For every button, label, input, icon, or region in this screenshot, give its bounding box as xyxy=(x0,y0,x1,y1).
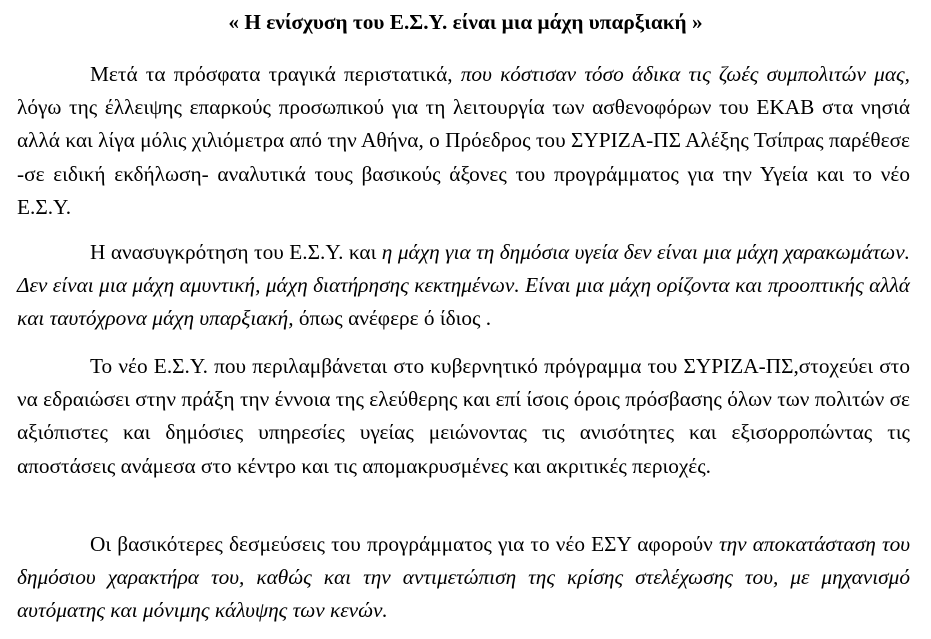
paragraph-1-text-a: Μετά τα πρόσφατα τραγικά περιστατικά, xyxy=(90,62,461,86)
paragraph-3-text: Το νέο Ε.Σ.Υ. που περιλαμβάνεται στο κυβερνητικό πρόγραμμα του ΣΥΡΙΖΑ-ΠΣ,στοχεύει στο να εδραιώσει στην πράξη την έννοια της ελεύθερης και επί ίσοις όροις πρόσβασης όλων των πολιτών σε αξιόπιστες και δημόσιες υπηρεσίες υγείας μειώνοντας τις ανισότητες και εξισορροπώντας τις αποστάσεις ανάμεσα στο κέντρο και τις απομακρυσμένες και ακριτικές περιοχές. xyxy=(17,354,910,478)
paragraph-1-text-b: λόγω της έλλειψης επαρκούς προσωπικού για τη λειτουργία των ασθενοφόρων του ΕΚΑΒ στα νησιά αλλά και λίγα μόλις χιλιόμετρα από την Αθήνα, ο Πρόεδρος του ΣΥΡΙΖΑ-ΠΣ Αλέξης Τσίπρας παρέθεσε -σε ειδική εκδήλωση- αναλυτικά τους βασικούς άξονες του προγράμματος για την Υγεία και το νέο Ε.Σ.Υ. xyxy=(17,95,910,219)
paragraph-2-text-b: όπως ανέφερε ό ίδιος . xyxy=(293,306,492,331)
paragraph-1-italic: που κόστισαν τόσο άδικα τις ζωές συμπολιτών μας, xyxy=(460,62,911,86)
paragraph-2 xyxy=(17,236,910,336)
paragraph-1 xyxy=(17,58,910,224)
paragraph-4 xyxy=(17,528,910,628)
article-title: « Η ενίσχυση του Ε.Σ.Υ. είναι μια μάχη υπαρξιακή » xyxy=(228,10,703,34)
paragraph-4-text-a: Οι βασικότερες δεσμεύσεις του προγράμματος για το νέο ΕΣΥ αφορούν xyxy=(90,532,719,556)
paragraph-2-text-a: Η ανασυγκρότηση του Ε.Σ.Υ. και xyxy=(90,240,382,264)
paragraph-4-italic: την αποκατάσταση του δημόσιου χαρακτήρα του, καθώς και την αντιμετώπιση της κρίσης στελέχωσης του, με μηχανισμό αυτόματης και μόνιμης κάλυψης των κενών. xyxy=(17,532,910,623)
paragraph-2-italic: η μάχη για τη δημόσια υγεία δεν είναι μια μάχη χαρακωμάτων. Δεν είναι μια μάχη αμυντική, μάχη διατήρησης κεκτημένων. Είναι μια μάχη ορίζοντα και προοπτικής αλλά και ταυτόχρονα μάχη υπαρξιακή, xyxy=(17,240,910,331)
paragraph-3 xyxy=(17,350,910,483)
